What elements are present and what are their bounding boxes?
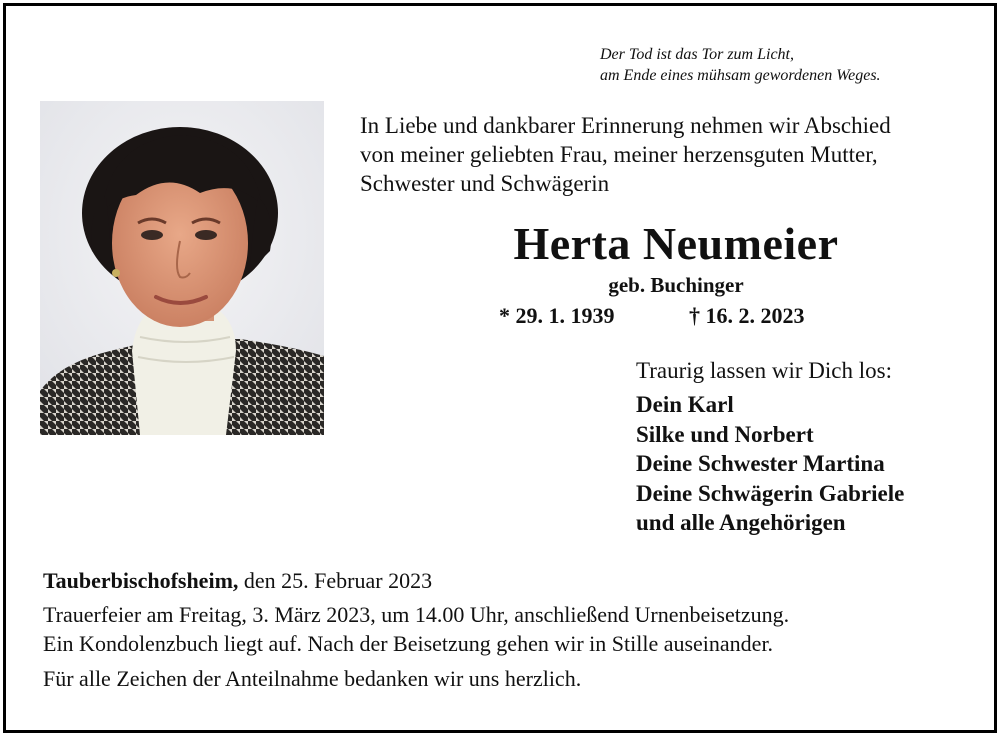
thanks-note: Für alle Zeichen der Anteilnahme bedanken wir uns herzlich. [43, 666, 582, 691]
condolence-info: Ein Kondolenzbuch liegt auf. Nach der Beisetzung gehen wir in Stille auseinander. [43, 631, 774, 656]
ceremony-details [43, 600, 983, 658]
place-and-date [43, 567, 432, 595]
obituary-notice [3, 3, 997, 733]
motto-line-1: Der Tod ist das Tor zum Licht, [600, 46, 794, 63]
deceased-name: Herta Neumeier [513, 218, 839, 269]
mourner-item: Deine Schwester Martina [636, 451, 885, 476]
mourning-lead: Traurig lassen wir Dich los: [636, 358, 892, 383]
place-name: Tauberbischofsheim, [43, 568, 239, 593]
intro-line-1: In Liebe und dankbarer Erinnerung nehmen wir Abschied [360, 113, 891, 138]
mourners-list [636, 390, 904, 538]
farewell-intro [360, 111, 980, 198]
mourner-item: und alle Angehörigen [636, 510, 846, 535]
birth-date: * 29. 1. 1939 [499, 303, 615, 328]
intro-line-3: Schwester und Schwägerin [360, 171, 610, 196]
mourner-item: Deine Schwägerin Gabriele [636, 480, 905, 506]
motto-line-2: am Ende eines mühsam gewordenen Weges. [600, 67, 881, 84]
mourner-item: Dein Karl [636, 392, 734, 417]
portrait-photo [40, 101, 324, 435]
notice-date: den 25. Februar 2023 [243, 568, 433, 593]
ceremony-info: Trauerfeier am Freitag, 3. März 2023, um 14.00 Uhr, anschließend Urnenbeisetzung. [43, 602, 790, 627]
motto-quote [600, 44, 980, 86]
death-date: † 16. 2. 2023 [689, 303, 805, 328]
birth-name: geb. Buchinger [608, 273, 744, 297]
intro-line-2: von meiner geliebten Frau, meiner herzensguten Mutter, [360, 142, 878, 167]
mourner-item: Silke und Norbert [636, 421, 814, 447]
